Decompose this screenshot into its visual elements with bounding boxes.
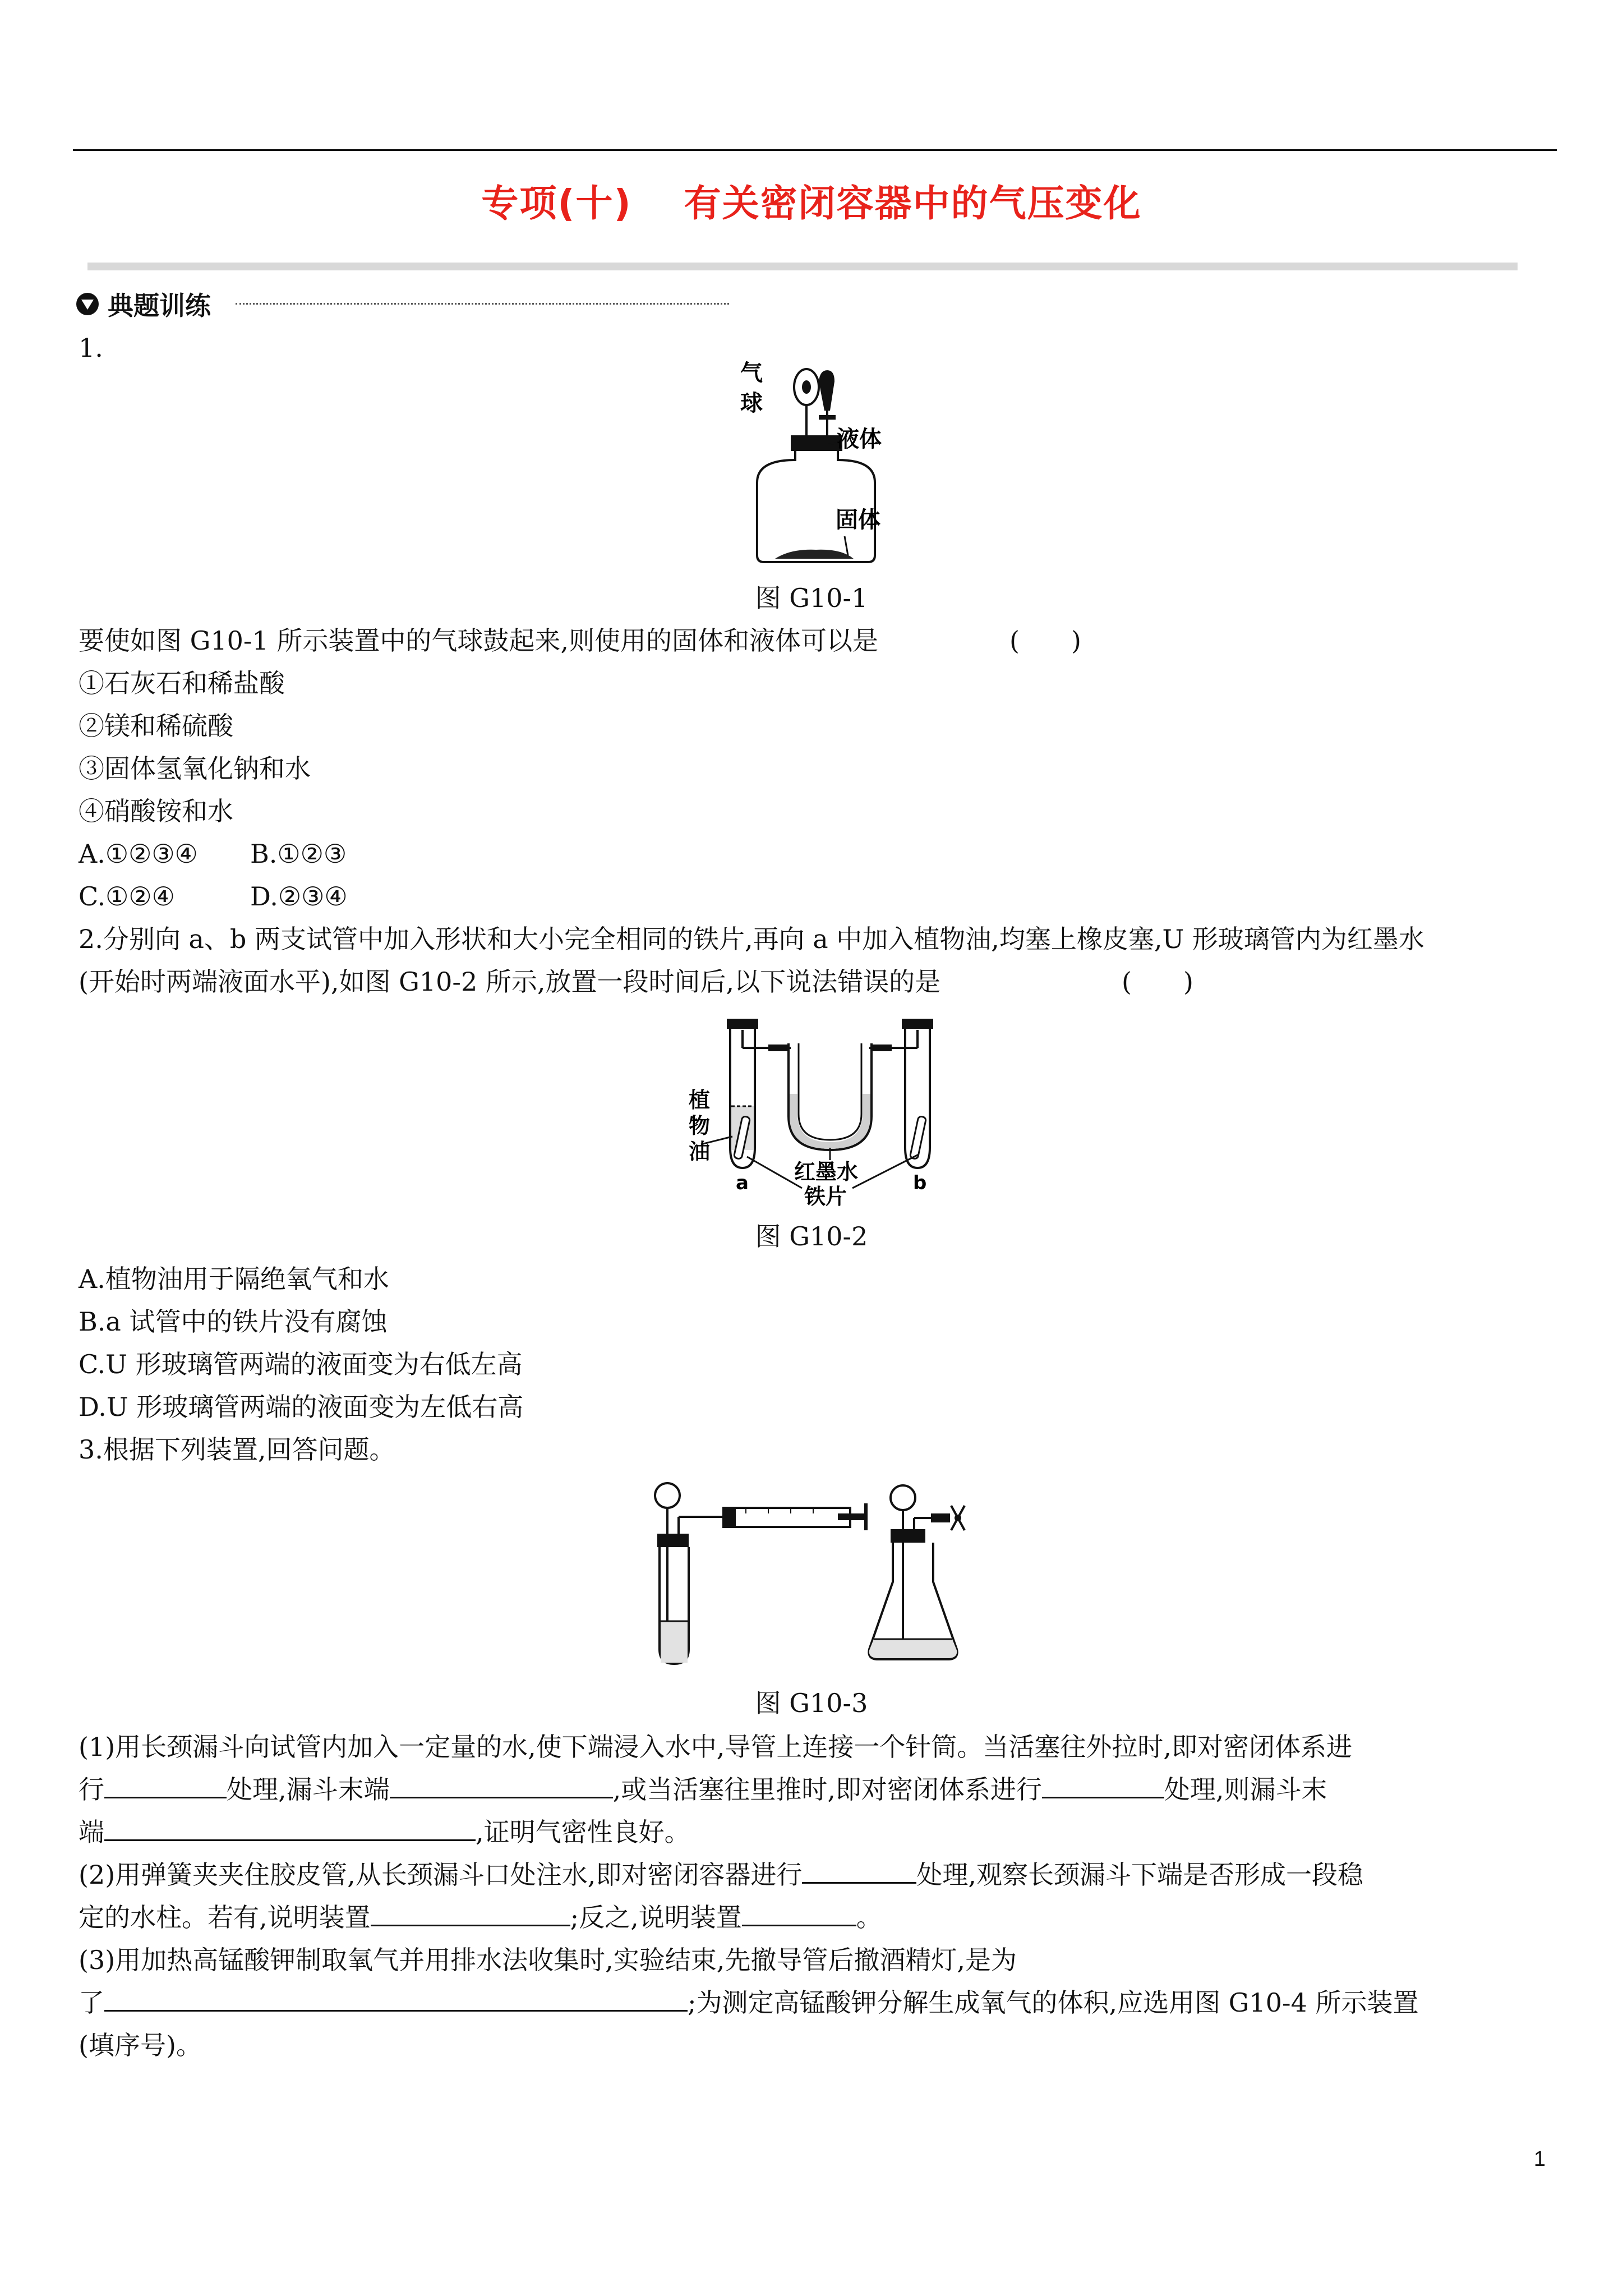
answer-blank[interactable] — [371, 1897, 570, 1926]
q3-p1-line1: (1)用长颈漏斗向试管内加入一定量的水,使下端浸入水中,导管上连接一个针筒。当活塞往外拉时,即对密闭体系进 — [79, 1732, 1353, 1762]
q3-p3-line3: (填序号)。 — [79, 2030, 202, 2060]
q1-item: ①石灰石和稀盐酸 — [79, 668, 285, 698]
q1-option-d: D.②③④ — [250, 881, 348, 912]
title-underbar — [87, 263, 1518, 270]
q1-item: ③固体氢氧化钠和水 — [79, 753, 311, 784]
figure-g10-3 — [634, 1481, 993, 1672]
syringe-barrel — [723, 1508, 850, 1527]
label-liquid: 液体 — [837, 426, 882, 452]
q1-stem-text: 要使如图 G10-1 所示装置中的气球鼓起来,则使用的固体和液体可以是 — [79, 625, 878, 656]
q1-answer-paren: ( ) — [1009, 625, 1081, 656]
label-balloon-a: 气 — [740, 360, 763, 386]
answer-blank[interactable] — [742, 1897, 856, 1926]
q1-option-a: A.①②③④ — [79, 839, 198, 869]
section-heading — [75, 287, 211, 321]
q3-p3-text: 了 — [79, 1987, 104, 2018]
label-b: b — [913, 1172, 927, 1194]
figure-caption-g10-2: 图 G10-2 — [755, 1221, 868, 1251]
label-oil-1: 植 — [689, 1088, 711, 1112]
label-a: a — [736, 1172, 749, 1194]
q2-option: A.植物油用于隔绝氧气和水 — [79, 1264, 389, 1294]
figure-g10-2 — [684, 1010, 976, 1212]
q3-p1-line2 — [79, 1768, 1327, 1811]
q3-stem: 3.根据下列装置,回答问题。 — [79, 1434, 395, 1465]
q3-p1-text: ,或当活塞往里推时,即对密闭体系进行 — [612, 1774, 1042, 1805]
q3-p1-line3 — [79, 1811, 690, 1853]
q3-p2-text: 定的水柱。若有,说明装置 — [79, 1902, 371, 1932]
label-balloon-b: 球 — [740, 390, 763, 416]
answer-blank[interactable] — [104, 1769, 227, 1798]
q1-option-c: C.①②④ — [79, 881, 175, 912]
q2-option: D.U 形玻璃管两端的液面变为左低右高 — [79, 1392, 524, 1422]
q1-stem — [79, 619, 878, 662]
solid-pile — [775, 550, 854, 559]
label-solid: 固体 — [836, 507, 880, 533]
q1-number: 1. — [79, 333, 103, 363]
wide-mouth-bottle — [757, 451, 875, 562]
label-red-ink: 红墨水 — [794, 1159, 859, 1184]
q3-p3-line1: (3)用加热高锰酸钾制取氧气并用排水法收集时,实验结束,先撤导管后撤酒精灯,是为 — [79, 1945, 1017, 1975]
answer-blank[interactable] — [104, 1982, 688, 2012]
triangle-badge-icon — [75, 292, 100, 316]
q1-item: ②镁和稀硫酸 — [79, 711, 233, 741]
q3-p1-text: 端 — [79, 1817, 104, 1847]
q1-option-b: B.①②③ — [250, 839, 347, 869]
dropper-bulb — [819, 370, 834, 411]
flask-funnel-bulb — [891, 1485, 915, 1510]
section-label: 典题训练 — [108, 291, 211, 321]
q3-p1-text: 处理,漏斗末端 — [227, 1774, 390, 1805]
q3-p2-text: ;反之,说明装置 — [570, 1902, 742, 1932]
section-dotted-rule — [236, 303, 729, 305]
header-rule — [73, 149, 1557, 151]
label-iron: 铁片 — [804, 1184, 847, 1209]
q2-stem-line1: 2.分别向 a、b 两支试管中加入形状和大小完全相同的铁片,再向 a 中加入植物油,均塞上橡皮塞,U 形玻璃管内为红墨水 — [79, 924, 1424, 954]
figure-caption-g10-3: 图 G10-3 — [755, 1688, 868, 1718]
q3-p1-text: 行 — [79, 1774, 104, 1805]
figure-g10-1 — [735, 359, 903, 567]
syringe-plunger — [838, 1513, 866, 1520]
label-oil-2: 物 — [689, 1114, 711, 1138]
q1-item: ④硝酸铵和水 — [79, 796, 233, 826]
q3-p2-text: 。 — [856, 1902, 882, 1932]
answer-blank[interactable] — [104, 1811, 476, 1841]
q3-p1-text: 处理,则漏斗末 — [1164, 1774, 1327, 1805]
q3-p2-text: 处理,观察长颈漏斗下端是否形成一段稳 — [916, 1860, 1364, 1890]
q3-p3-line2 — [79, 1981, 1418, 2024]
q3-p2-line1 — [79, 1853, 1363, 1896]
label-oil-3: 油 — [689, 1139, 711, 1164]
page-title: 专项(十) 有关密闭容器中的气压变化 — [481, 182, 1142, 225]
q3-p2-text: (2)用弹簧夹夹住胶皮管,从长颈漏斗口处注水,即对密闭容器进行 — [79, 1860, 803, 1890]
answer-blank[interactable] — [390, 1769, 613, 1798]
q2-option: B.a 试管中的铁片没有腐蚀 — [79, 1306, 388, 1337]
q2-stem-line2: (开始时两端液面水平),如图 G10-2 所示,放置一段时间后,以下说法错误的是 — [79, 967, 941, 997]
figure-caption-g10-1: 图 G10-1 — [755, 583, 868, 613]
page-number: 1 — [1533, 2147, 1546, 2171]
q3-p2-line2 — [79, 1896, 882, 1939]
q2-answer-paren: ( ) — [1122, 967, 1193, 997]
answer-blank[interactable] — [1042, 1769, 1164, 1798]
iron-sheet-b — [910, 1116, 926, 1159]
funnel-bulb — [655, 1483, 680, 1508]
q3-p1-text: ,证明气密性良好。 — [476, 1817, 690, 1847]
q2-option: C.U 形玻璃管两端的液面变为右低左高 — [79, 1349, 523, 1379]
answer-blank[interactable] — [802, 1854, 916, 1884]
q3-p3-text: ;为测定高锰酸钾分解生成氧气的体积,应选用图 G10-4 所示装置 — [688, 1987, 1419, 2018]
